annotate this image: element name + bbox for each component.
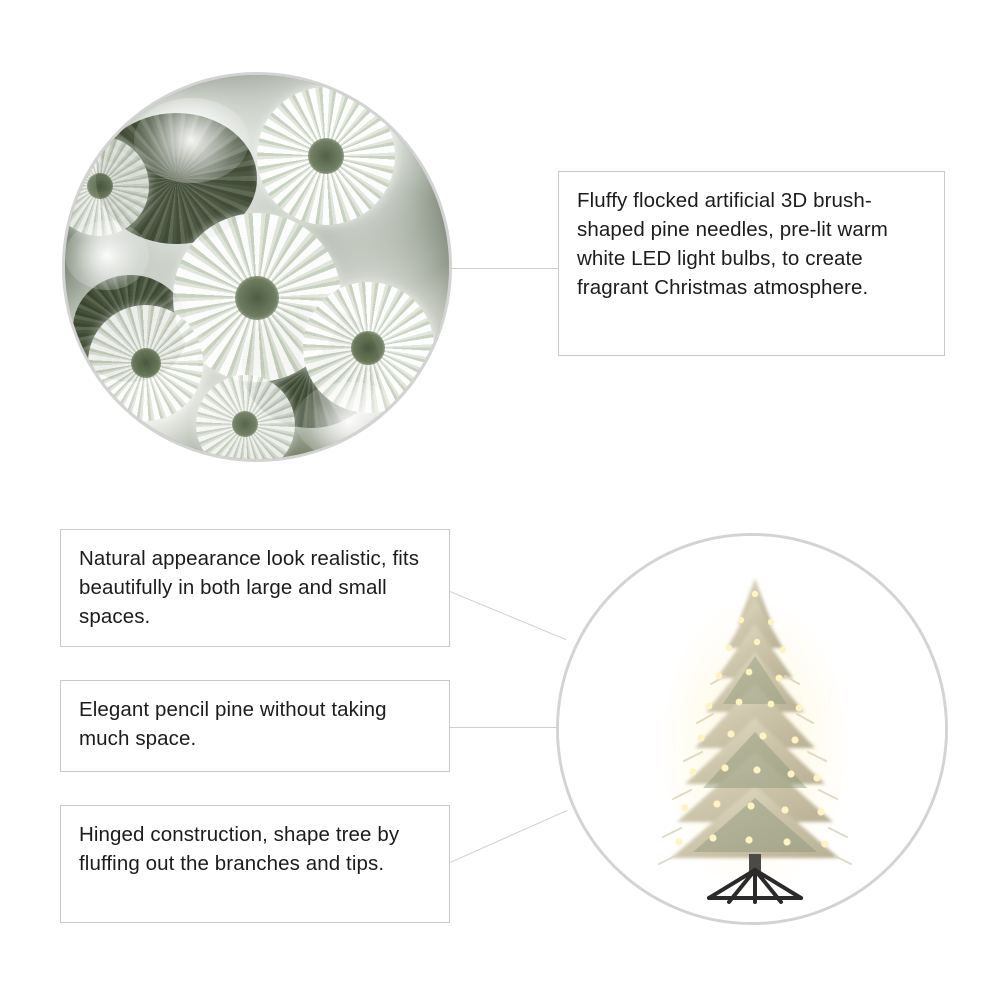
christmas-tree-illustration xyxy=(559,536,948,925)
leader-line-natural xyxy=(450,591,567,640)
snow-frost-highlight xyxy=(65,221,149,290)
callout-text-needles: Fluffy flocked artificial 3D brush-shaped pine needles, pre-lit warm white LED light bulbs, to create fragrant Christmas atmosphere. xyxy=(577,189,888,300)
callout-box-hinged-construction xyxy=(60,805,450,923)
product-closeup-photo xyxy=(62,72,452,462)
product-full-tree-photo xyxy=(556,533,948,925)
callout-text-hinged-construction: Hinged construction, shape tree by fluffing out the branches and tips. xyxy=(79,823,400,876)
snow-frost-highlight xyxy=(134,98,249,182)
leader-line-pencil xyxy=(450,727,558,728)
flocked-needle-burst xyxy=(88,305,203,420)
closeup-artwork xyxy=(65,75,449,459)
leader-line-needles xyxy=(452,268,559,269)
snow-frost-highlight xyxy=(295,382,403,459)
callout-text-natural-appearance: Natural appearance look realistic, fits beautifully in both large and small spaces. xyxy=(79,547,420,629)
leader-line-hinged xyxy=(450,810,567,863)
callout-box-needles xyxy=(558,171,945,356)
callout-box-pencil-pine xyxy=(60,680,450,772)
callout-box-natural-appearance xyxy=(60,529,450,647)
callout-text-pencil-pine: Elegant pencil pine without taking much space. xyxy=(79,698,387,751)
flocked-needle-burst xyxy=(257,87,395,225)
